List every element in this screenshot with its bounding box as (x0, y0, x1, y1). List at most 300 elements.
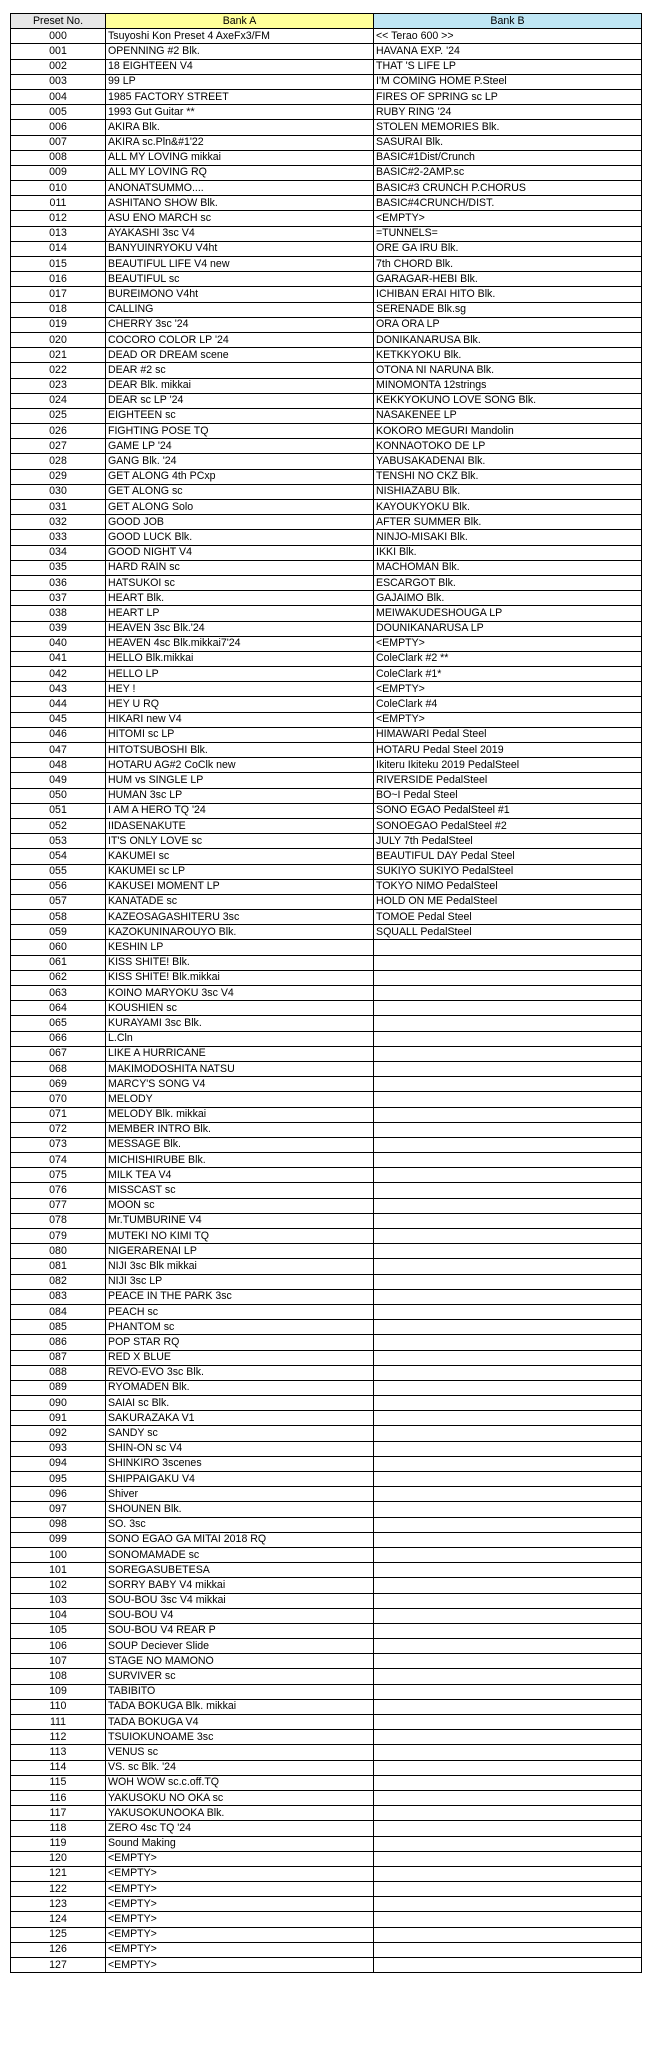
table-row (11, 1411, 642, 1426)
bank-b-cell: 7th CHORD Blk. (374, 257, 642, 272)
preset-number-cell: 114 (11, 1760, 106, 1775)
bank-b-cell (374, 1699, 642, 1714)
preset-number-cell: 028 (11, 454, 106, 469)
preset-number-cell: 104 (11, 1608, 106, 1623)
bank-a-cell: YAKUSOKU NO OKA sc (106, 1790, 374, 1805)
table-row (11, 1517, 642, 1532)
bank-a-cell: HELLO Blk.mikkai (106, 651, 374, 666)
bank-b-cell (374, 1244, 642, 1259)
bank-a-cell: <EMPTY> (106, 1882, 374, 1897)
preset-number-cell: 018 (11, 302, 106, 317)
bank-a-cell: KAKUMEI sc (106, 849, 374, 864)
bank-a-cell: REVO-EVO 3sc Blk. (106, 1365, 374, 1380)
bank-b-cell: NISHIAZABU Blk. (374, 484, 642, 499)
preset-number-cell: 063 (11, 986, 106, 1001)
preset-number-cell: 123 (11, 1897, 106, 1912)
bank-b-cell (374, 1046, 642, 1061)
table-row (11, 758, 642, 773)
bank-b-cell (374, 1608, 642, 1623)
table-row (11, 651, 642, 666)
bank-b-cell (374, 1563, 642, 1578)
table-row (11, 211, 642, 226)
bank-b-cell: DOUNIKANARUSA LP (374, 621, 642, 636)
bank-b-cell (374, 1061, 642, 1076)
bank-a-cell: ANONATSUMMO.... (106, 181, 374, 196)
table-row (11, 606, 642, 621)
bank-a-cell: Sound Making (106, 1836, 374, 1851)
bank-a-cell: GOOD LUCK Blk. (106, 530, 374, 545)
bank-b-cell (374, 1274, 642, 1289)
preset-number-cell: 092 (11, 1426, 106, 1441)
preset-number-cell: 077 (11, 1198, 106, 1213)
bank-a-cell: KOINO MARYOKU 3sc V4 (106, 986, 374, 1001)
bank-b-header: Bank B (374, 14, 642, 29)
table-row (11, 940, 642, 955)
preset-number-cell: 090 (11, 1396, 106, 1411)
bank-b-cell (374, 1654, 642, 1669)
preset-number-cell: 057 (11, 894, 106, 909)
table-row (11, 1942, 642, 1957)
table-row (11, 1198, 642, 1213)
table-row (11, 272, 642, 287)
bank-a-cell: TADA BOKUGA V4 (106, 1715, 374, 1730)
preset-number-cell: 081 (11, 1259, 106, 1274)
bank-b-cell (374, 970, 642, 985)
bank-a-cell: GANG Blk. '24 (106, 454, 374, 469)
table-row (11, 1745, 642, 1760)
table-row (11, 241, 642, 256)
table-row (11, 970, 642, 985)
table-row (11, 1229, 642, 1244)
preset-number-cell: 098 (11, 1517, 106, 1532)
bank-a-cell: HITOMI sc LP (106, 727, 374, 742)
bank-b-cell (374, 1472, 642, 1487)
table-row (11, 1775, 642, 1790)
preset-number-cell: 089 (11, 1380, 106, 1395)
bank-b-cell (374, 1866, 642, 1881)
bank-a-cell: SHOUNEN Blk. (106, 1502, 374, 1517)
table-row (11, 484, 642, 499)
table-row (11, 348, 642, 363)
bank-b-cell (374, 1927, 642, 1942)
table-row (11, 44, 642, 59)
table-row (11, 393, 642, 408)
bank-b-cell: SQUALL PedalSteel (374, 925, 642, 940)
bank-b-cell (374, 1380, 642, 1395)
bank-b-cell (374, 1578, 642, 1593)
bank-a-cell: DEAR #2 sc (106, 363, 374, 378)
table-row (11, 1213, 642, 1228)
bank-a-cell: CALLING (106, 302, 374, 317)
bank-b-cell: ORA ORA LP (374, 317, 642, 332)
bank-a-cell: MICHISHIRUBE Blk. (106, 1153, 374, 1168)
bank-b-cell: SONOEGAO PedalSteel #2 (374, 818, 642, 833)
table-row (11, 1806, 642, 1821)
bank-a-cell: HITOTSUBOSHI Blk. (106, 743, 374, 758)
bank-b-cell (374, 1487, 642, 1502)
preset-number-cell: 041 (11, 651, 106, 666)
table-row (11, 1274, 642, 1289)
preset-number-cell: 126 (11, 1942, 106, 1957)
bank-a-cell: ASHITANO SHOW Blk. (106, 196, 374, 211)
bank-a-cell: GET ALONG Solo (106, 500, 374, 515)
bank-a-cell: AKIRA Blk. (106, 120, 374, 135)
bank-a-cell: MELODY (106, 1092, 374, 1107)
bank-b-cell: NINJO-MISAKI Blk. (374, 530, 642, 545)
table-row (11, 1578, 642, 1593)
bank-a-cell: SAIAI sc Blk. (106, 1396, 374, 1411)
preset-number-cell: 097 (11, 1502, 106, 1517)
preset-number-cell: 029 (11, 469, 106, 484)
bank-b-cell: ORE GA IRU Blk. (374, 241, 642, 256)
bank-a-cell: ZERO 4sc TQ '24 (106, 1821, 374, 1836)
bank-b-cell (374, 1547, 642, 1562)
preset-number-cell: 030 (11, 484, 106, 499)
table-row (11, 955, 642, 970)
bank-b-cell (374, 1426, 642, 1441)
bank-b-cell: << Terao 600 >> (374, 29, 642, 44)
bank-b-cell: I'M COMING HOME P.Steel (374, 74, 642, 89)
bank-b-cell: SUKIYO SUKIYO PedalSteel (374, 864, 642, 879)
table-row (11, 1396, 642, 1411)
preset-number-cell: 019 (11, 317, 106, 332)
bank-a-cell: LIKE A HURRICANE (106, 1046, 374, 1061)
preset-table (10, 13, 642, 1973)
table-row (11, 1350, 642, 1365)
bank-b-cell: NASAKENEE LP (374, 408, 642, 423)
bank-b-cell: SASURAI Blk. (374, 135, 642, 150)
bank-a-cell: BEAUTIFUL sc (106, 272, 374, 287)
table-row (11, 1016, 642, 1031)
preset-number-cell: 084 (11, 1304, 106, 1319)
table-row (11, 1897, 642, 1912)
bank-a-cell: MISSCAST sc (106, 1183, 374, 1198)
bank-b-cell (374, 1745, 642, 1760)
table-row (11, 560, 642, 575)
bank-b-cell: HOTARU Pedal Steel 2019 (374, 743, 642, 758)
table-row (11, 515, 642, 530)
preset-number-cell: 082 (11, 1274, 106, 1289)
bank-b-cell: DONIKANARUSA Blk. (374, 332, 642, 347)
table-row (11, 788, 642, 803)
bank-b-cell (374, 1760, 642, 1775)
table-row (11, 545, 642, 560)
table-row (11, 1031, 642, 1046)
preset-number-cell: 059 (11, 925, 106, 940)
table-row (11, 682, 642, 697)
table-row (11, 74, 642, 89)
preset-number-cell: 037 (11, 591, 106, 606)
bank-a-cell: ASU ENO MARCH sc (106, 211, 374, 226)
bank-a-cell: KAZOKUNINAROUYO Blk. (106, 925, 374, 940)
table-row (11, 135, 642, 150)
bank-a-cell: 1985 FACTORY STREET (106, 89, 374, 104)
preset-number-cell: 065 (11, 1016, 106, 1031)
preset-number-cell: 122 (11, 1882, 106, 1897)
bank-a-cell: NIJI 3sc LP (106, 1274, 374, 1289)
table-row (11, 1061, 642, 1076)
table-row (11, 636, 642, 651)
bank-a-cell: GET ALONG sc (106, 484, 374, 499)
bank-a-cell: KAKUSEI MOMENT LP (106, 879, 374, 894)
bank-b-cell (374, 1851, 642, 1866)
table-row (11, 302, 642, 317)
bank-a-cell: HEART Blk. (106, 591, 374, 606)
bank-a-cell: MILK TEA V4 (106, 1168, 374, 1183)
bank-b-cell (374, 1684, 642, 1699)
table-row (11, 849, 642, 864)
preset-number-cell: 031 (11, 500, 106, 515)
preset-number-cell: 049 (11, 773, 106, 788)
bank-a-cell: 1993 Gut Guitar ** (106, 105, 374, 120)
preset-number-cell: 026 (11, 424, 106, 439)
bank-a-cell: SO. 3sc (106, 1517, 374, 1532)
table-row (11, 424, 642, 439)
bank-a-cell: NIJI 3sc Blk mikkai (106, 1259, 374, 1274)
preset-number-cell: 069 (11, 1077, 106, 1092)
bank-a-cell: <EMPTY> (106, 1866, 374, 1881)
bank-a-cell: SOREGASUBETESA (106, 1563, 374, 1578)
preset-number-cell: 112 (11, 1730, 106, 1745)
bank-a-cell: MELODY Blk. mikkai (106, 1107, 374, 1122)
table-row (11, 1426, 642, 1441)
preset-number-cell: 127 (11, 1958, 106, 1973)
bank-a-cell: HEAVEN 4sc Blk.mikkai7'24 (106, 636, 374, 651)
table-row (11, 105, 642, 120)
preset-number-cell: 110 (11, 1699, 106, 1714)
bank-b-cell (374, 1229, 642, 1244)
bank-b-cell: <EMPTY> (374, 211, 642, 226)
bank-b-cell (374, 1016, 642, 1031)
bank-a-cell: SHINKIRO 3scenes (106, 1456, 374, 1471)
bank-a-cell: I AM A HERO TQ '24 (106, 803, 374, 818)
bank-a-cell: GOOD JOB (106, 515, 374, 530)
bank-b-cell (374, 1790, 642, 1805)
bank-b-cell (374, 1639, 642, 1654)
preset-number-cell: 093 (11, 1441, 106, 1456)
bank-a-cell: OPENNING #2 Blk. (106, 44, 374, 59)
table-row (11, 1563, 642, 1578)
table-row (11, 910, 642, 925)
preset-number-cell: 099 (11, 1532, 106, 1547)
bank-a-cell: GET ALONG 4th PCxp (106, 469, 374, 484)
table-row (11, 621, 642, 636)
preset-number-cell: 074 (11, 1153, 106, 1168)
preset-number-cell: 009 (11, 165, 106, 180)
table-row (11, 1380, 642, 1395)
bank-a-cell: HEAVEN 3sc Blk.'24 (106, 621, 374, 636)
table-row (11, 1001, 642, 1016)
preset-number-cell: 036 (11, 575, 106, 590)
preset-number-cell: 111 (11, 1715, 106, 1730)
bank-b-cell (374, 1396, 642, 1411)
table-row (11, 986, 642, 1001)
bank-b-cell: BASIC#4CRUNCH/DIST. (374, 196, 642, 211)
table-row (11, 165, 642, 180)
bank-a-cell: YAKUSOKUNOOKA Blk. (106, 1806, 374, 1821)
preset-number-cell: 047 (11, 743, 106, 758)
preset-number-cell: 119 (11, 1836, 106, 1851)
bank-a-cell: POP STAR RQ (106, 1335, 374, 1350)
preset-number-cell: 109 (11, 1684, 106, 1699)
preset-number-cell: 095 (11, 1472, 106, 1487)
bank-a-cell: SHIPPAIGAKU V4 (106, 1472, 374, 1487)
bank-b-cell (374, 955, 642, 970)
preset-number-cell: 015 (11, 257, 106, 272)
bank-a-cell: SOU-BOU 3sc V4 mikkai (106, 1593, 374, 1608)
table-row (11, 803, 642, 818)
preset-rows (11, 29, 642, 1973)
bank-b-cell: HOLD ON ME PedalSteel (374, 894, 642, 909)
bank-b-cell (374, 1532, 642, 1547)
preset-number-cell: 067 (11, 1046, 106, 1061)
bank-b-cell: FIRES OF SPRING sc LP (374, 89, 642, 104)
table-row (11, 1699, 642, 1714)
bank-a-cell: PHANTOM sc (106, 1320, 374, 1335)
bank-b-cell (374, 1456, 642, 1471)
table-row (11, 1092, 642, 1107)
table-row (11, 727, 642, 742)
bank-a-cell: SAKURAZAKA V1 (106, 1411, 374, 1426)
preset-number-cell: 023 (11, 378, 106, 393)
bank-a-cell: KESHIN LP (106, 940, 374, 955)
bank-a-cell: ALL MY LOVING mikkai (106, 150, 374, 165)
preset-number-cell: 108 (11, 1669, 106, 1684)
preset-number-cell: 073 (11, 1137, 106, 1152)
bank-a-cell: RYOMADEN Blk. (106, 1380, 374, 1395)
preset-number-cell: 035 (11, 560, 106, 575)
bank-a-cell: HATSUKOI sc (106, 575, 374, 590)
bank-b-cell: KETKKYOKU Blk. (374, 348, 642, 363)
bank-b-cell: KAYOUKYOKU Blk. (374, 500, 642, 515)
preset-number-cell: 120 (11, 1851, 106, 1866)
table-row (11, 257, 642, 272)
table-row (11, 834, 642, 849)
preset-number-cell: 094 (11, 1456, 106, 1471)
table-row (11, 1730, 642, 1745)
bank-a-cell: EIGHTEEN sc (106, 408, 374, 423)
bank-a-header: Bank A (106, 14, 374, 29)
bank-b-cell: <EMPTY> (374, 636, 642, 651)
bank-b-cell (374, 1806, 642, 1821)
preset-number-cell: 006 (11, 120, 106, 135)
table-row (11, 1882, 642, 1897)
table-row (11, 1441, 642, 1456)
bank-a-cell: PEACE IN THE PARK 3sc (106, 1289, 374, 1304)
table-row (11, 332, 642, 347)
bank-a-cell: <EMPTY> (106, 1958, 374, 1973)
bank-a-cell: SOU-BOU V4 (106, 1608, 374, 1623)
table-row (11, 1547, 642, 1562)
preset-number-cell: 068 (11, 1061, 106, 1076)
bank-a-cell: RED X BLUE (106, 1350, 374, 1365)
bank-a-cell: SORRY BABY V4 mikkai (106, 1578, 374, 1593)
bank-b-cell: ColeClark #2 ** (374, 651, 642, 666)
preset-number-cell: 001 (11, 44, 106, 59)
preset-number-cell: 040 (11, 636, 106, 651)
bank-b-cell: ESCARGOT Blk. (374, 575, 642, 590)
bank-b-cell (374, 1958, 642, 1973)
bank-b-cell (374, 1775, 642, 1790)
bank-b-cell: SERENADE Blk.sg (374, 302, 642, 317)
bank-b-cell (374, 1122, 642, 1137)
bank-b-cell (374, 1517, 642, 1532)
bank-a-cell: HOTARU AG#2 CoClk new (106, 758, 374, 773)
table-row (11, 1077, 642, 1092)
preset-number-cell: 025 (11, 408, 106, 423)
preset-number-cell: 115 (11, 1775, 106, 1790)
bank-b-cell (374, 1001, 642, 1016)
bank-a-cell: ALL MY LOVING RQ (106, 165, 374, 180)
bank-b-cell (374, 1836, 642, 1851)
bank-a-cell: 99 LP (106, 74, 374, 89)
table-row (11, 150, 642, 165)
bank-a-cell: Tsuyoshi Kon Preset 4 AxeFx3/FM (106, 29, 374, 44)
table-row (11, 226, 642, 241)
table-row (11, 1532, 642, 1547)
preset-number-cell: 056 (11, 879, 106, 894)
bank-a-cell: PEACH sc (106, 1304, 374, 1319)
preset-number-cell: 055 (11, 864, 106, 879)
preset-number-cell: 079 (11, 1229, 106, 1244)
table-row (11, 743, 642, 758)
bank-b-cell (374, 1198, 642, 1213)
bank-b-cell: Ikiteru Ikiteku 2019 PedalSteel (374, 758, 642, 773)
bank-b-cell (374, 1942, 642, 1957)
table-row (11, 1821, 642, 1836)
preset-number-cell: 096 (11, 1487, 106, 1502)
preset-number-cell: 061 (11, 955, 106, 970)
bank-a-cell: HEART LP (106, 606, 374, 621)
preset-number-cell: 045 (11, 712, 106, 727)
bank-a-cell: GAME LP '24 (106, 439, 374, 454)
table-row (11, 363, 642, 378)
preset-no-header: Preset No. (11, 14, 106, 29)
bank-a-cell: <EMPTY> (106, 1927, 374, 1942)
table-row (11, 591, 642, 606)
preset-number-cell: 117 (11, 1806, 106, 1821)
table-row (11, 408, 642, 423)
table-row (11, 530, 642, 545)
preset-number-cell: 039 (11, 621, 106, 636)
table-row (11, 1927, 642, 1942)
bank-b-cell (374, 1153, 642, 1168)
bank-a-cell: HELLO LP (106, 667, 374, 682)
bank-a-cell: BANYUINRYOKU V4ht (106, 241, 374, 256)
bank-a-cell: KANATADE sc (106, 894, 374, 909)
table-row (11, 1107, 642, 1122)
table-row (11, 1760, 642, 1775)
preset-number-cell: 024 (11, 393, 106, 408)
preset-number-cell: 053 (11, 834, 106, 849)
bank-b-cell: YABUSAKADENAI Blk. (374, 454, 642, 469)
bank-a-cell: KISS SHITE! Blk. (106, 955, 374, 970)
preset-number-cell: 027 (11, 439, 106, 454)
bank-a-cell: HUMAN 3sc LP (106, 788, 374, 803)
table-row (11, 575, 642, 590)
bank-b-cell: TENSHI NO CKZ Blk. (374, 469, 642, 484)
bank-a-cell: KAZEOSAGASHITERU 3sc (106, 910, 374, 925)
preset-number-cell: 002 (11, 59, 106, 74)
bank-a-cell: IT'S ONLY LOVE sc (106, 834, 374, 849)
preset-number-cell: 000 (11, 29, 106, 44)
table-row (11, 1502, 642, 1517)
preset-number-cell: 032 (11, 515, 106, 530)
table-row (11, 1168, 642, 1183)
bank-b-cell (374, 1350, 642, 1365)
table-row (11, 1137, 642, 1152)
preset-number-cell: 050 (11, 788, 106, 803)
